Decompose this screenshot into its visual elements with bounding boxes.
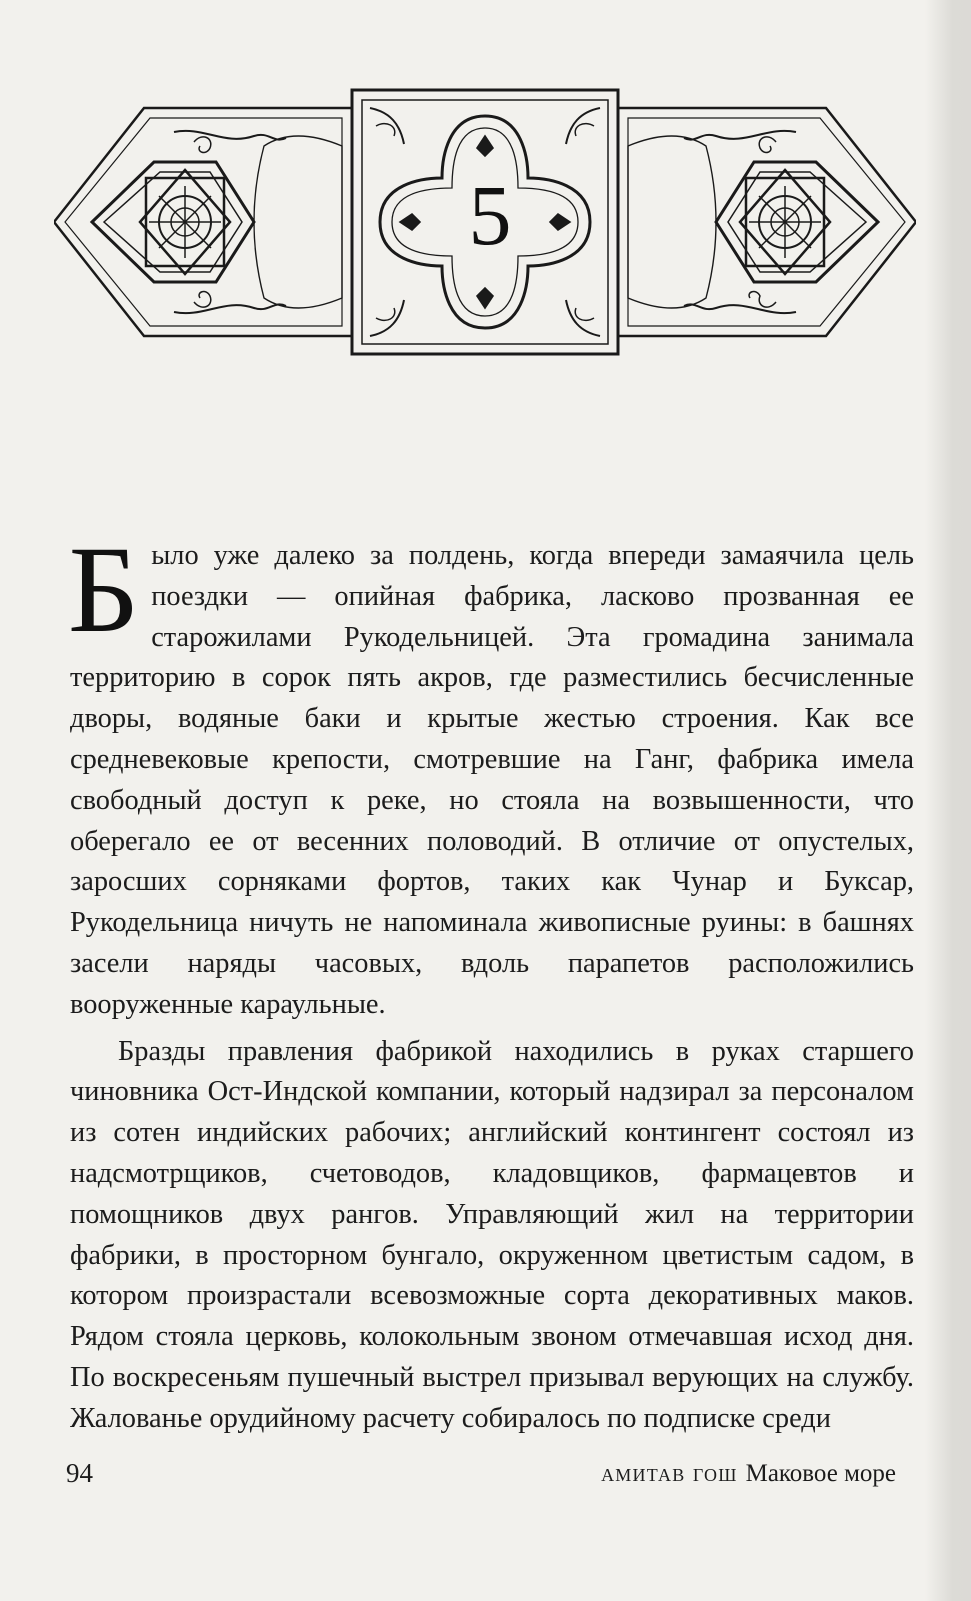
right-medallion-ornament: [716, 162, 878, 282]
paragraph-1: [68, 521, 914, 1026]
left-medallion-ornament: [92, 162, 254, 282]
paragraph-2: Бразды правления фабрикой находились в руках старшего чиновника Ост-Индской компании, который надзирал за персоналом из сотен индийских рабочих; английский контингент состоял из надсмотрщиков, счетоводов, кладовщиков, фармацевтов и помощников двух рангов. Управляющий жил на территории фабрики, в просторном бунгало, окруженном цветистым садом, в котором произрастали всевозможные сорта декоративных маков. Рядом стояла церковь, колокольным звоном отмечавшая исход дня. По воскресеньям пушечный выстрел призывал верующих на службу. Жалованье орудийному расчету собиралось по подписке среди: [70, 1035, 914, 1434]
paragraph-1-text: ыло уже далеко за полдень, когда впереди замаячила цель поездки — опийная фабрика, ласково прозванная ее старожилами Рукодельницей. Эта громадина занимала территорию в сорок пять акров, где разместились бесчисленные дворы, водяные баки и крытые жестью строения. Как все средневековые крепости, смотревшие на Ганг, фабрика имела свободный доступ к реке, но стояла на возвышенности, что оберегало ее от весенних половодий. В отличие от опустелых, заросших сорняками фортов, таких как Чунар и Буксар, Рукодельница ничуть не напоминала живописные руины: в башнях засели наряды часовых, вдоль парапетов расположились вооруженные караульные.: [70, 540, 914, 1020]
running-title: [601, 1460, 896, 1488]
running-book-title: Маковое море: [745, 1460, 896, 1487]
page-footer: [66, 1458, 896, 1498]
main-text: [68, 521, 914, 1440]
chapter-number: 5: [468, 167, 512, 263]
page-number: 94: [66, 1458, 93, 1488]
drop-cap: Б: [68, 521, 140, 658]
running-author: амитав гош: [601, 1460, 738, 1487]
page-edge-shadow: [925, 0, 971, 1601]
